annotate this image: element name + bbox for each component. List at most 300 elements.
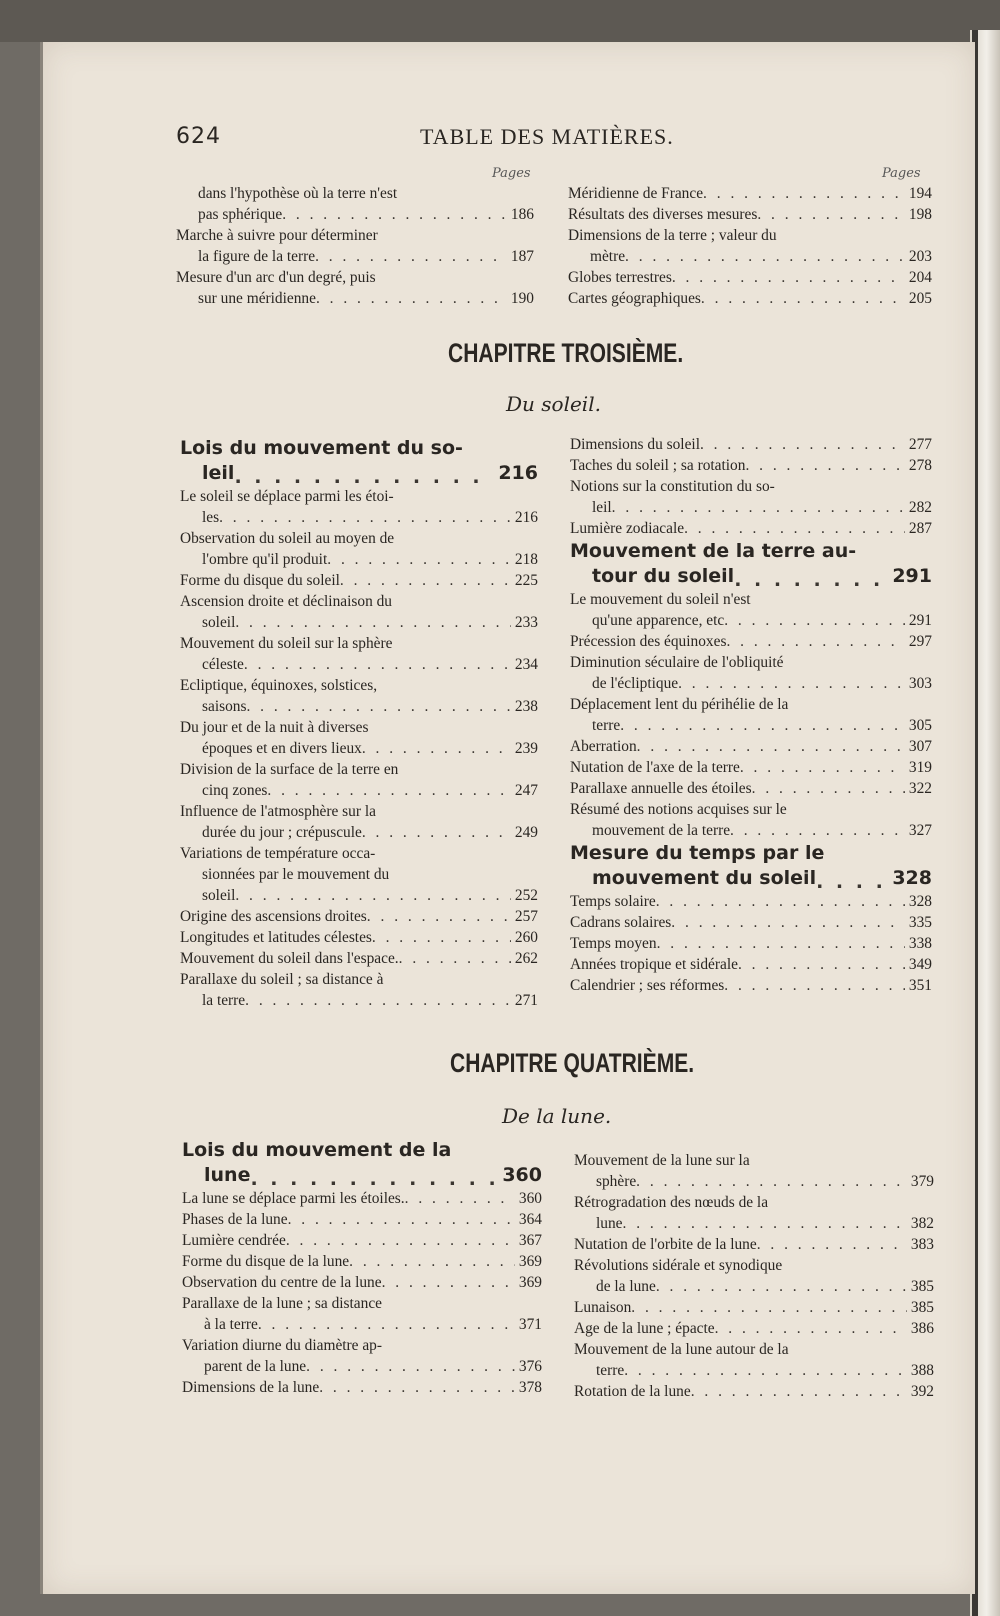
toc-entry-text: Cartes géographiques xyxy=(568,290,701,307)
toc-entry xyxy=(182,1335,542,1356)
dot-leader xyxy=(234,465,494,486)
toc-entry-text: Age de la lune ; épacte xyxy=(574,1320,715,1337)
toc-column-top-right xyxy=(568,183,932,309)
toc-entry xyxy=(570,539,932,564)
toc-entry xyxy=(180,990,538,1011)
toc-page-number: 205 xyxy=(908,290,932,307)
toc-entry xyxy=(574,1381,934,1402)
toc-entry xyxy=(570,715,932,736)
toc-column-top-left xyxy=(176,183,534,309)
toc-entry-text: Parallaxe de la lune ; sa distance xyxy=(182,1295,382,1312)
toc-entry-text: Longitudes et latitudes célestes xyxy=(180,929,372,946)
toc-entry xyxy=(180,675,538,696)
page-title: TABLE DES MATIÈRES. xyxy=(420,124,674,149)
toc-entry xyxy=(570,975,932,996)
toc-entry xyxy=(574,1150,934,1171)
toc-page-number: 247 xyxy=(514,782,538,799)
toc-page-number: 239 xyxy=(514,740,538,757)
toc-page-number: 349 xyxy=(908,956,932,973)
toc-entry xyxy=(182,1188,542,1209)
dot-leader xyxy=(624,1360,907,1381)
toc-entry xyxy=(570,476,932,497)
toc-page-number: 198 xyxy=(908,206,932,223)
toc-entry-text: Taches du soleil ; sa rotation xyxy=(570,457,746,474)
toc-page-number: 385 xyxy=(910,1278,934,1295)
toc-entry-text: qu'une apparence, etc xyxy=(592,612,725,629)
toc-entry xyxy=(570,631,932,652)
dot-leader xyxy=(362,822,511,843)
toc-page-number: 303 xyxy=(908,675,932,692)
toc-entry xyxy=(180,969,538,990)
toc-entry-text: Notions sur la constitution du so- xyxy=(570,478,775,495)
toc-entry xyxy=(180,696,538,717)
toc-entry-text: Observation du centre de la lune xyxy=(182,1274,382,1291)
toc-entry xyxy=(180,570,538,591)
toc-entry xyxy=(182,1293,542,1314)
toc-page-number: 190 xyxy=(510,290,534,307)
toc-entry-text: Diminution séculaire de l'obliquité xyxy=(570,654,784,671)
dot-leader xyxy=(349,1251,515,1272)
dot-leader xyxy=(757,1234,907,1255)
dot-leader xyxy=(340,570,511,591)
toc-entry-text: Phases de la lune xyxy=(182,1211,288,1228)
toc-page-number: 187 xyxy=(510,248,534,265)
dot-leader xyxy=(372,927,511,948)
toc-entry-text: Aberration xyxy=(570,738,637,755)
toc-entry xyxy=(180,864,538,885)
toc-entry-text: Mouvement de la lune sur la xyxy=(574,1152,750,1169)
dot-leader xyxy=(623,1213,907,1234)
toc-entry-text: l'ombre qu'il produit xyxy=(202,551,328,568)
toc-entry-text: Dimensions du soleil xyxy=(570,436,700,453)
dot-leader xyxy=(631,1297,907,1318)
toc-entry-text: Le soleil se déplace parmi les étoi- xyxy=(180,488,394,505)
toc-page-number: 327 xyxy=(908,822,932,839)
toc-entry xyxy=(570,841,932,866)
toc-entry xyxy=(570,673,932,694)
toc-entry-text: leil xyxy=(202,462,235,484)
toc-entry-text: mètre xyxy=(590,248,626,265)
toc-page-number: 282 xyxy=(908,499,932,516)
toc-entry-text: Calendrier ; ses réformes xyxy=(570,977,725,994)
dot-leader xyxy=(258,1314,515,1335)
toc-entry xyxy=(568,204,932,225)
dot-leader xyxy=(672,267,905,288)
dot-leader xyxy=(286,1230,515,1251)
toc-entry-text: Dimensions de la terre ; valeur du xyxy=(568,227,777,244)
toc-entry xyxy=(574,1213,934,1234)
toc-entry-text: Rétrogradation des nœuds de la xyxy=(574,1194,769,1211)
dot-leader xyxy=(235,612,511,633)
toc-page-number: 233 xyxy=(514,614,538,631)
toc-page-number: 271 xyxy=(514,992,538,1009)
toc-entry-text: Lois du mouvement du so- xyxy=(180,437,463,459)
toc-page-number: 225 xyxy=(514,572,538,589)
toc-entry-text: Mesure du temps par le xyxy=(570,842,825,864)
toc-page-number: 379 xyxy=(910,1173,934,1190)
toc-page-number: 388 xyxy=(910,1362,934,1379)
toc-entry xyxy=(180,780,538,801)
toc-entry-text: La lune se déplace parmi les étoiles. xyxy=(182,1190,405,1207)
toc-page-number: 277 xyxy=(908,436,932,453)
toc-entry-text: Lumière zodiacale xyxy=(570,520,685,537)
dot-leader xyxy=(245,990,511,1011)
toc-page-number: 335 xyxy=(908,914,932,931)
dot-leader xyxy=(327,549,511,570)
dot-leader xyxy=(620,715,905,736)
toc-page-number: 186 xyxy=(510,206,534,223)
toc-page-number: 360 xyxy=(502,1164,542,1186)
toc-entry-text: la terre xyxy=(202,992,246,1009)
toc-page-number: 238 xyxy=(514,698,538,715)
toc-column-chapter4-left xyxy=(182,1138,542,1398)
dot-leader xyxy=(637,736,905,757)
toc-entry xyxy=(574,1234,934,1255)
toc-entry-text: Années tropique et sidérale xyxy=(570,956,738,973)
toc-page-number: 216 xyxy=(498,462,538,484)
toc-entry xyxy=(570,434,932,455)
toc-entry-text: Mouvement de la terre au- xyxy=(570,540,857,562)
dot-leader xyxy=(319,1377,515,1398)
toc-entry xyxy=(568,267,932,288)
toc-entry-text: Précession des équinoxes xyxy=(570,633,727,650)
toc-entry xyxy=(180,906,538,927)
toc-entry-text: Nutation de l'axe de la terre xyxy=(570,759,740,776)
toc-entry xyxy=(180,654,538,675)
toc-column-chapter3-left xyxy=(180,436,538,1011)
toc-entry xyxy=(568,225,932,246)
toc-entry xyxy=(182,1230,542,1251)
toc-entry xyxy=(180,549,538,570)
toc-page-number: 307 xyxy=(908,738,932,755)
dot-leader xyxy=(612,497,905,518)
toc-entry-text: la figure de la terre xyxy=(198,248,316,265)
toc-entry xyxy=(570,497,932,518)
dot-leader xyxy=(657,933,905,954)
toc-page-number: 322 xyxy=(908,780,932,797)
dot-leader xyxy=(678,673,905,694)
toc-entry-text: Temps moyen xyxy=(570,935,657,952)
dot-leader xyxy=(730,820,905,841)
toc-entry-text: tour du soleil xyxy=(592,565,735,587)
toc-entry xyxy=(180,885,538,906)
toc-entry-text: Ecliptique, équinoxes, solstices, xyxy=(180,677,378,694)
toc-entry xyxy=(568,288,932,309)
dot-leader xyxy=(700,434,905,455)
toc-page-number: 338 xyxy=(908,935,932,952)
toc-entry-text: terre xyxy=(596,1362,625,1379)
dot-leader xyxy=(316,288,507,309)
dot-leader xyxy=(382,1272,515,1293)
dot-leader xyxy=(745,455,904,476)
toc-entry-text: Variations de température occa- xyxy=(180,845,376,862)
toc-entry-text: Mouvement du soleil dans l'espace. xyxy=(180,950,399,967)
dot-leader xyxy=(684,518,905,539)
toc-entry xyxy=(574,1276,934,1297)
toc-entry-text: Résultats des diverses mesures xyxy=(568,206,758,223)
toc-page-number: 203 xyxy=(908,248,932,265)
toc-entry xyxy=(570,954,932,975)
toc-page-number: 382 xyxy=(910,1215,934,1232)
toc-entry xyxy=(570,891,932,912)
toc-entry-text: lune xyxy=(596,1215,623,1232)
toc-entry-text: Marche à suivre pour déterminer xyxy=(176,227,378,244)
toc-entry-text: sionnées par le mouvement du xyxy=(202,866,390,883)
toc-entry xyxy=(180,528,538,549)
toc-entry xyxy=(182,1163,542,1188)
toc-entry xyxy=(570,589,932,610)
toc-entry xyxy=(180,486,538,507)
toc-entry-text: Forme du disque de la lune xyxy=(182,1253,350,1270)
dot-leader xyxy=(282,204,507,225)
toc-entry xyxy=(180,801,538,822)
toc-page-number: 369 xyxy=(518,1253,542,1270)
toc-entry xyxy=(180,822,538,843)
dot-leader xyxy=(235,885,511,906)
toc-entry xyxy=(180,591,538,612)
dot-leader xyxy=(246,696,510,717)
toc-entry-text: Variation diurne du diamètre ap- xyxy=(182,1337,383,1354)
dot-leader xyxy=(656,891,905,912)
toc-column-chapter3-right xyxy=(570,434,932,996)
dot-leader xyxy=(724,610,905,631)
toc-entry xyxy=(180,507,538,528)
toc-page-number: 319 xyxy=(908,759,932,776)
toc-entry xyxy=(180,927,538,948)
toc-entry xyxy=(574,1192,934,1213)
toc-page-number: 278 xyxy=(908,457,932,474)
chapter-three-subtitle: Du soleil. xyxy=(506,392,601,416)
dot-leader xyxy=(671,912,905,933)
toc-entry-text: Le mouvement du soleil n'est xyxy=(570,591,751,608)
toc-entry xyxy=(574,1360,934,1381)
toc-entry xyxy=(182,1314,542,1335)
toc-entry-text: les xyxy=(202,509,220,526)
toc-page-number: 328 xyxy=(908,893,932,910)
dot-leader xyxy=(740,757,905,778)
toc-page-number: 385 xyxy=(910,1299,934,1316)
toc-entry-text: Ascension droite et déclinaison du xyxy=(180,593,392,610)
toc-entry xyxy=(570,518,932,539)
toc-entry xyxy=(182,1356,542,1377)
toc-entry xyxy=(570,820,932,841)
toc-entry-text: Rotation de la lune xyxy=(574,1383,691,1400)
dot-leader xyxy=(405,1188,515,1209)
toc-page-number: 376 xyxy=(518,1358,542,1375)
toc-entry-text: Parallaxe du soleil ; sa distance à xyxy=(180,971,384,988)
dot-leader xyxy=(752,778,905,799)
toc-entry xyxy=(176,204,534,225)
toc-entry xyxy=(570,757,932,778)
chapter-four-subtitle: De la lune. xyxy=(502,1104,612,1128)
toc-entry-text: céleste xyxy=(202,656,244,673)
toc-entry xyxy=(182,1377,542,1398)
dot-leader xyxy=(219,507,511,528)
pages-label-right: Pages xyxy=(882,166,921,181)
toc-entry-text: cinq zones xyxy=(202,782,268,799)
toc-page-number: 249 xyxy=(514,824,538,841)
toc-entry xyxy=(574,1255,934,1276)
toc-entry xyxy=(570,933,932,954)
toc-entry xyxy=(180,717,538,738)
toc-entry xyxy=(574,1339,934,1360)
toc-entry xyxy=(176,246,534,267)
toc-entry xyxy=(182,1251,542,1272)
toc-entry-text: dans l'hypothèse où la terre n'est xyxy=(198,185,398,202)
toc-entry xyxy=(176,267,534,288)
dot-leader xyxy=(306,1356,515,1377)
dot-leader xyxy=(250,1167,498,1188)
toc-entry xyxy=(180,633,538,654)
toc-page-number: 204 xyxy=(908,269,932,286)
dot-leader xyxy=(362,738,511,759)
toc-entry xyxy=(182,1272,542,1293)
toc-entry xyxy=(570,736,932,757)
toc-entry-text: Forme du disque du soleil xyxy=(180,572,340,589)
toc-entry-text: saisons xyxy=(202,698,247,715)
dot-leader xyxy=(244,654,511,675)
scan-background xyxy=(0,0,1000,42)
toc-page-number: 364 xyxy=(518,1211,542,1228)
toc-entry xyxy=(570,564,932,589)
toc-entry-text: de la lune xyxy=(596,1278,656,1295)
toc-entry xyxy=(574,1318,934,1339)
page-number: 624 xyxy=(176,124,221,149)
toc-entry-text: soleil xyxy=(202,887,236,904)
toc-entry xyxy=(568,246,932,267)
toc-entry-text: Du jour et de la nuit à diverses xyxy=(180,719,369,736)
dot-leader xyxy=(757,204,905,225)
toc-entry-text: Nutation de l'orbite de la lune xyxy=(574,1236,757,1253)
toc-page-number: 360 xyxy=(518,1190,542,1207)
toc-entry xyxy=(570,694,932,715)
toc-entry-text: Lunaison xyxy=(574,1299,632,1316)
toc-entry-text: Influence de l'atmosphère sur la xyxy=(180,803,376,820)
toc-entry xyxy=(570,866,932,891)
toc-page-number: 291 xyxy=(908,612,932,629)
toc-entry-text: Origine des ascensions droites xyxy=(180,908,367,925)
dot-leader xyxy=(724,975,905,996)
toc-entry-text: pas sphérique xyxy=(198,206,283,223)
toc-entry xyxy=(574,1171,934,1192)
dot-leader xyxy=(625,246,905,267)
toc-entry-text: Cadrans solaires xyxy=(570,914,672,931)
toc-page-number: 351 xyxy=(908,977,932,994)
toc-page-number: 367 xyxy=(518,1232,542,1249)
toc-page-number: 252 xyxy=(514,887,538,904)
toc-entry-text: lune xyxy=(204,1164,251,1186)
toc-entry xyxy=(180,436,538,461)
toc-page-number: 262 xyxy=(514,950,538,967)
toc-entry xyxy=(176,288,534,309)
toc-entry xyxy=(180,759,538,780)
toc-page-number: 287 xyxy=(908,520,932,537)
toc-page-number: 392 xyxy=(910,1383,934,1400)
toc-entry xyxy=(180,461,538,486)
toc-entry-text: durée du jour ; crépuscule xyxy=(202,824,362,841)
dot-leader xyxy=(691,1381,907,1402)
toc-entry xyxy=(568,183,932,204)
toc-entry-text: Méridienne de France xyxy=(568,185,704,202)
toc-entry-text: Observation du soleil au moyen de xyxy=(180,530,395,547)
toc-page-number: 216 xyxy=(514,509,538,526)
toc-entry xyxy=(180,738,538,759)
toc-entry xyxy=(180,612,538,633)
dot-leader xyxy=(399,948,511,969)
toc-entry-text: Lumière cendrée xyxy=(182,1232,286,1249)
toc-entry xyxy=(570,610,932,631)
dot-leader xyxy=(315,246,507,267)
toc-entry-text: Parallaxe annuelle des étoiles xyxy=(570,780,752,797)
toc-entry-text: Mesure d'un arc d'un degré, puis xyxy=(176,269,376,286)
toc-page-number: 386 xyxy=(910,1320,934,1337)
chapter-three-title: CHAPITRE TROISIÈME. xyxy=(448,338,684,368)
toc-page-number: 218 xyxy=(514,551,538,568)
dot-leader xyxy=(726,631,904,652)
toc-page-number: 369 xyxy=(518,1274,542,1291)
toc-entry-text: soleil xyxy=(202,614,236,631)
toc-column-chapter4-right xyxy=(574,1150,934,1402)
toc-entry xyxy=(570,799,932,820)
pages-label-left: Pages xyxy=(492,166,531,181)
toc-entry-text: Mouvement du soleil sur la sphère xyxy=(180,635,393,652)
toc-entry-text: de l'écliptique xyxy=(592,675,679,692)
dot-leader xyxy=(267,780,511,801)
toc-entry-text: Révolutions sidérale et synodique xyxy=(574,1257,783,1274)
toc-page-number: 234 xyxy=(514,656,538,673)
dot-leader xyxy=(656,1276,907,1297)
toc-entry-text: Mouvement de la lune autour de la xyxy=(574,1341,789,1358)
toc-entry-text: Résumé des notions acquises sur le xyxy=(570,801,787,818)
toc-page-number: 291 xyxy=(892,565,932,587)
toc-entry-text: Division de la surface de la terre en xyxy=(180,761,399,778)
dot-leader xyxy=(738,954,905,975)
toc-entry xyxy=(570,455,932,476)
toc-entry-text: mouvement de la terre xyxy=(592,822,731,839)
toc-entry xyxy=(182,1138,542,1163)
toc-page-number: 194 xyxy=(908,185,932,202)
toc-page-number: 328 xyxy=(892,867,932,889)
dot-leader xyxy=(734,568,888,589)
toc-entry-text: à la terre xyxy=(204,1316,258,1333)
toc-entry xyxy=(176,225,534,246)
toc-entry-text: leil xyxy=(592,499,612,516)
toc-entry xyxy=(180,948,538,969)
dot-leader xyxy=(636,1171,907,1192)
toc-page-number: 305 xyxy=(908,717,932,734)
toc-entry xyxy=(182,1209,542,1230)
toc-entry-text: époques et en divers lieux xyxy=(202,740,362,757)
toc-page-number: 260 xyxy=(514,929,538,946)
toc-page-number: 371 xyxy=(518,1316,542,1333)
toc-entry-text: sur une méridienne xyxy=(198,290,316,307)
toc-entry xyxy=(570,778,932,799)
toc-entry-text: Lois du mouvement de la xyxy=(182,1139,452,1161)
dot-leader xyxy=(701,288,905,309)
toc-entry-text: parent de la lune xyxy=(204,1358,307,1375)
toc-page-number: 257 xyxy=(514,908,538,925)
toc-page-number: 297 xyxy=(908,633,932,650)
chapter-four-title: CHAPITRE QUATRIÈME. xyxy=(450,1048,695,1078)
dot-leader xyxy=(703,183,905,204)
toc-entry-text: Globes terrestres xyxy=(568,269,672,286)
dot-leader xyxy=(715,1318,907,1339)
toc-entry-text: Déplacement lent du périhélie de la xyxy=(570,696,789,713)
toc-entry xyxy=(570,652,932,673)
toc-entry-text: sphère xyxy=(596,1173,637,1190)
toc-entry xyxy=(570,912,932,933)
toc-entry-text: terre xyxy=(592,717,621,734)
